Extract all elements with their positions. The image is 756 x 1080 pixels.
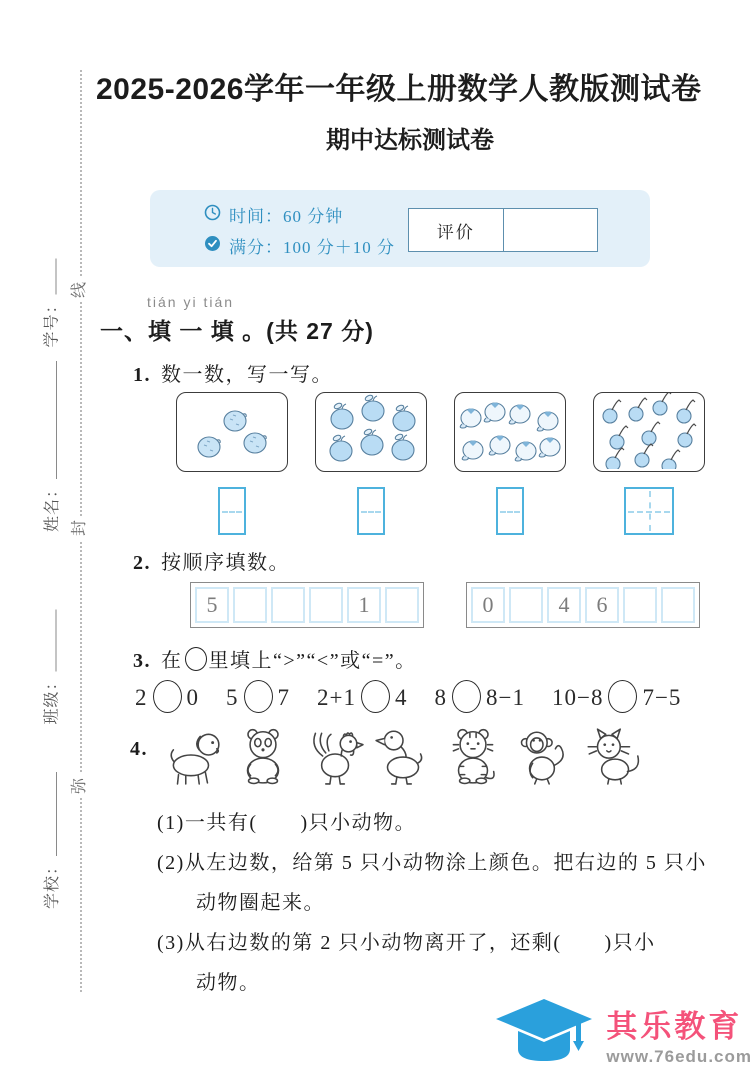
question-4-sub2-line2: 动物圈起来。	[196, 892, 325, 914]
class-label: 班级：	[43, 673, 61, 725]
question-4-sub1: (1)一共有( )只小动物。	[157, 812, 417, 834]
score-row	[204, 233, 395, 258]
page-subtitle: 期中达标测试卷	[326, 127, 494, 154]
left-operand: 5	[226, 685, 239, 710]
empty-fill-cell	[271, 587, 305, 623]
question-1-number: 1.	[133, 364, 151, 386]
monkey-icon	[511, 724, 575, 786]
number-cell: 1	[347, 587, 381, 623]
question-3-comparisons	[135, 680, 681, 713]
check-circle-icon	[204, 235, 221, 257]
question-1-prompt	[133, 358, 333, 387]
count-answer-box	[496, 487, 524, 535]
page-title: 2025-2026学年一年级上册数学人教版测试卷	[96, 73, 702, 106]
cat-icon	[581, 724, 645, 786]
peach-box	[454, 392, 566, 472]
question-3-text-suffix: 里填上“>”“<”或“=”。	[208, 650, 417, 672]
question-1-text: 数一数，写一写。	[161, 364, 333, 386]
dog-icon	[161, 724, 225, 786]
blank-circle-icon	[185, 647, 207, 671]
seal-field-school	[42, 761, 64, 909]
right-operand: 0	[186, 685, 199, 710]
comparison-item	[434, 680, 524, 713]
number-cell: 5	[195, 587, 229, 623]
count-answer-box	[218, 487, 246, 535]
score-label: 满分：100 分＋10 分	[229, 238, 395, 257]
comparison-circle-icon	[452, 680, 481, 713]
comparison-circle-icon	[153, 680, 182, 713]
count-answer-box	[357, 487, 385, 535]
graduation-cap-icon	[488, 995, 600, 1072]
question-4-number-line	[130, 738, 158, 761]
comparison-item	[226, 680, 290, 713]
right-operand: 8−1	[485, 685, 525, 710]
name-label: 姓名：	[44, 480, 61, 532]
time-row	[204, 202, 343, 227]
question-2-prompt	[133, 546, 290, 575]
clock-icon	[204, 204, 221, 226]
cherry-box	[593, 392, 705, 472]
left-operand: 2	[135, 685, 148, 710]
brand-text-block	[606, 1001, 752, 1067]
seal-field-student-number	[42, 253, 64, 348]
empty-fill-cell	[509, 587, 543, 623]
comparison-circle-icon	[608, 680, 637, 713]
rooster-icon	[301, 724, 365, 786]
seal-field-name	[42, 352, 64, 532]
apple-box	[315, 392, 427, 472]
right-operand: 7	[277, 685, 290, 710]
seal-char-mi: 弥	[68, 774, 92, 798]
right-operand: 4	[394, 685, 408, 710]
info-panel	[150, 190, 650, 267]
seal-char-line: 线	[68, 278, 92, 302]
school-blank	[53, 772, 57, 856]
question-4-sub3-line1: (3)从右边数的第 2 只小动物离开了，还剩( )只小	[157, 932, 656, 954]
student-number-blank	[53, 258, 57, 294]
comparison-circle-icon	[361, 680, 390, 713]
question-4-animal-row	[161, 724, 645, 786]
empty-fill-cell	[623, 587, 657, 623]
number-cell: 4	[547, 587, 581, 623]
count-answer-box	[624, 487, 674, 535]
comparison-item	[135, 680, 199, 713]
section-heading: 一、填 一 填 。(共 27 分)	[100, 318, 374, 344]
question-4-number: 4.	[130, 738, 148, 760]
evaluation-label: 评价	[409, 209, 504, 251]
question-4-sub3-line2: 动物。	[196, 972, 261, 994]
right-operand: 7−5	[642, 685, 682, 710]
left-operand: 10−8	[551, 685, 604, 710]
apple-group	[315, 392, 427, 535]
number-strip-1	[190, 582, 424, 628]
tiger-icon	[441, 724, 505, 786]
comparison-circle-icon	[244, 680, 273, 713]
empty-fill-cell	[385, 587, 419, 623]
left-operand: 2+1	[317, 685, 356, 710]
empty-fill-cell	[661, 587, 695, 623]
strawberry-box	[176, 392, 288, 472]
school-label: 学校：	[44, 857, 61, 909]
question-1-fruit-row	[176, 392, 705, 535]
peach-group	[454, 392, 566, 535]
time-label: 时间：60 分钟	[229, 207, 344, 226]
brand-logo	[488, 995, 752, 1072]
duck-icon	[371, 724, 435, 786]
comparison-item	[552, 680, 681, 713]
seal-field-class	[42, 600, 64, 725]
question-4-sub2-line1: (2)从左边数，给第 5 只小动物涂上颜色。把右边的 5 只小	[157, 852, 707, 874]
brand-url: www.76edu.com	[606, 1046, 752, 1066]
question-3-text-prefix: 在	[161, 650, 183, 672]
number-cell: 0	[471, 587, 505, 623]
section-pinyin: tián yi tián	[147, 294, 235, 310]
panda-icon	[231, 724, 295, 786]
question-3-number: 3.	[133, 650, 151, 672]
question-2-number: 2.	[133, 552, 151, 574]
question-3-prompt	[133, 644, 417, 673]
question-2-text: 按顺序填数。	[161, 552, 290, 574]
class-blank	[53, 609, 57, 671]
number-strip-2	[466, 582, 700, 628]
brand-name: 其乐教育	[606, 1008, 743, 1044]
number-cell: 6	[585, 587, 619, 623]
name-blank	[53, 361, 57, 479]
left-operand: 8	[434, 685, 447, 710]
seal-char-seal: 封	[68, 516, 92, 540]
cherry-group	[593, 392, 705, 535]
student-number-label: 学号：	[43, 296, 61, 348]
evaluation-blank-cell	[504, 209, 598, 251]
question-2-strips	[190, 582, 700, 628]
empty-fill-cell	[309, 587, 343, 623]
comparison-item	[317, 680, 407, 713]
evaluation-table	[408, 208, 598, 252]
strawberry-group	[176, 392, 288, 535]
empty-fill-cell	[233, 587, 267, 623]
